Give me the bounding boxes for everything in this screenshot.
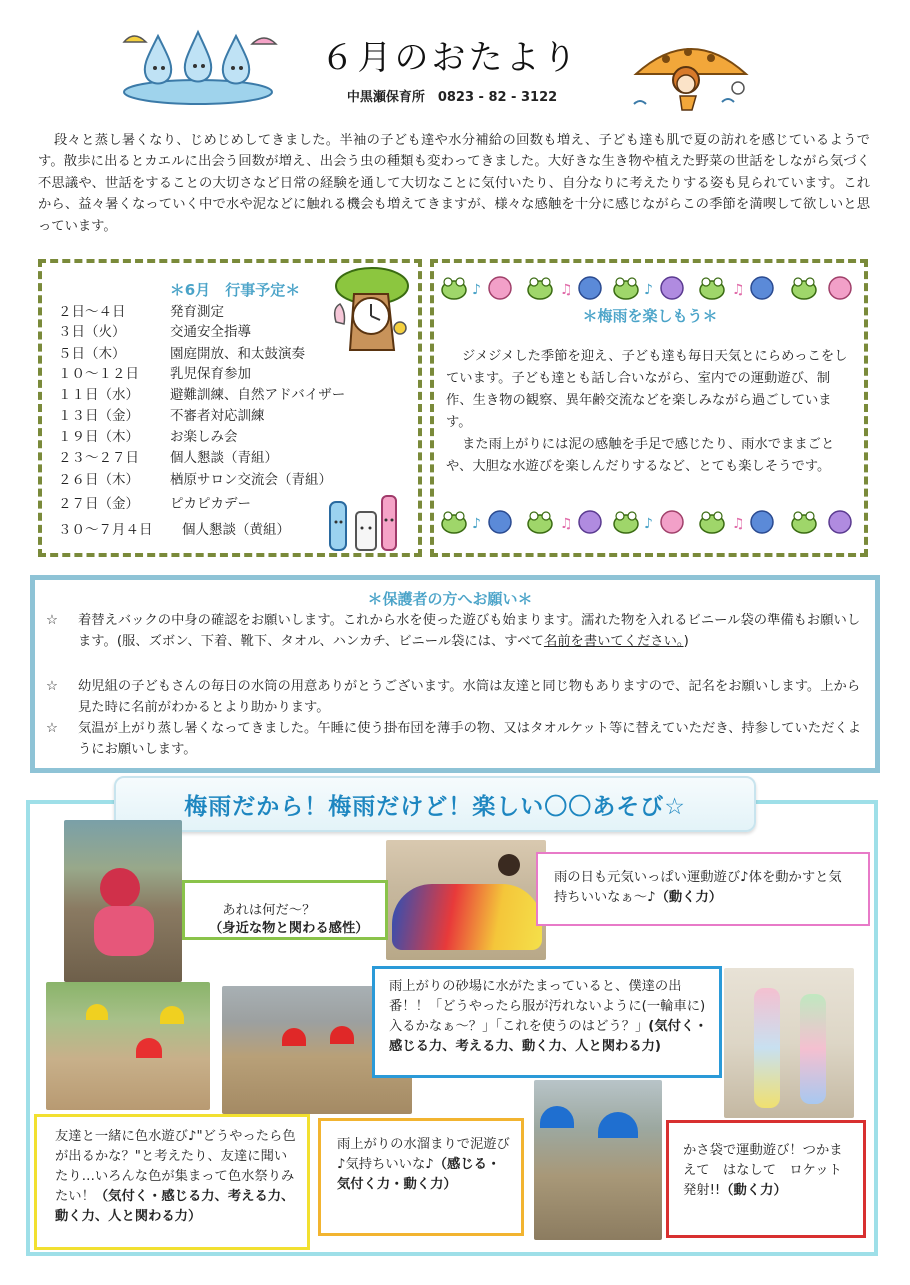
event-row: ５日（木） 園庭開放、和太鼓演奏 [58,346,305,362]
speech-bubble-what-is-that: あれは何だ～？ （身近な物と関わる感性） [182,880,388,940]
star-icon: ☆ [46,613,58,628]
star-icon: ☆ [46,721,58,736]
event-row: １３日（金） 不審者対応訓練 [58,408,265,424]
event-row: ３０～７月４日 個人懇談（黄組） [58,522,290,538]
photo-colored-water [46,982,210,1110]
event-row: １９日（木） お楽しみ会 [58,429,238,445]
svg-text:♫: ♫ [732,516,745,532]
rainy-paragraph-2: また雨上がりには泥の感触を手足で感じたり、雨水でままごとや、大胆な水遊びを楽しんだりするなど、とても楽しそうです。 [446,437,835,474]
svg-text:♪: ♪ [472,516,481,532]
toothbrush-characters-icon [322,492,412,554]
clock-tree-icon [330,264,412,354]
speech-bubble-mud-puddle: 雨上がりの水溜まりで泥遊び♪気持ちいいな♪（感じる・気付く力・動く力） [318,1118,524,1236]
event-row: ３日（火） 交通安全指導 [58,324,251,340]
raindrop-characters-illustration [118,26,278,106]
event-row: １１日（水） 避難訓練、自然アドバイザー [58,387,346,403]
speech-bubble-colored-water: 友達と一緒に色水遊び♪"どうやったら色が出るかな？"と考えたり、友達に聞いたり…いろんな色が集まって色水祭りみたい！（気付く・感じる力、考える力、動く力、人と関わる力） [34,1114,310,1250]
svg-text:♪: ♪ [472,282,481,298]
event-row: ２日～４日 発育測定 [58,304,224,320]
request-item: ☆ 気温が上がり蒸し暑くなってきました。午睡に使う掛布団を薄手の物、又はタオルケット等に替えていただき、持参していただくようにお願いします。 [46,718,868,760]
page-title: ６月のおたより [320,38,580,78]
events-title: ＊6月 行事予定＊ [169,281,301,299]
event-row: ２３～２７日 個人懇談（青組） [58,450,278,466]
play-banner-title: 梅雨だから！梅雨だけど！楽しい〇〇あそび☆ [184,794,686,820]
photo-sandbox-child [64,820,182,982]
umbrella-girl-illustration [626,34,756,114]
svg-text:♫: ♫ [732,282,745,298]
speech-bubble-indoor-exercise: 雨の日も元気いっぱい運動遊び♪体を動かすと気持ちいいなぁ～♪（動く力） [536,852,870,926]
star-icon: ☆ [46,679,58,694]
speech-bubble-sandbox-water: 雨上がりの砂場に水がたまっていると、僕達の出番！！「どうやったら服が汚れないように(一輪車に) 入るかなぁ～？」「これを使うのはどう？」(気付く・感じる力、考える力、動く力、人と関わる力) [372,966,722,1078]
photo-umbrella-bag-rocket [724,968,854,1118]
intro-paragraph: 段々と蒸し暑くなり、じめじめしてきました。半袖の子ども達や水分補給の回数も増え、子ども達も肌で夏の訪れを感じているようです。散歩に出るとカエルに出会う回数が増え、出会う虫の種類も変わってきました。大好きな生き物や植えた野菜の世話をしながら気づく不思議や、世話をすることの大切さなど日常の経験を通して大切なことに気付いたり、自分なりに考えたりする姿も見られています。これから、益々暑くなっていく中で水や泥などに触れる機会も増えてきますが、様々な感触を十分に感じながらこの季節を満喫して欲しいと思っています。 [38,133,870,234]
frog-hydrangea-border-bottom-icon [440,506,860,538]
speech-bubble-umbrella-bag: かさ袋で運動遊び！つかまえて はなして ロケット発射!!（動く力） [666,1120,866,1238]
event-row: １０～１２日 乳児保育参加 [58,366,251,382]
photo-sandbox-unicycle [534,1080,662,1240]
rainy-season-title: ＊梅雨を楽しもう＊ [582,307,718,325]
svg-text:♪: ♪ [644,516,653,532]
rainy-season-text [446,346,850,478]
rainy-paragraph-1: ジメジメした季節を迎え、子ども達も毎日天気とにらめっこをしています。子ども達とも話し合いながら、室内での運動遊び、制作、生き物の観察、異年齢交流などを楽しみながら過ごしています。 [446,349,848,430]
request-item: ☆ 着替えバックの中身の確認をお願いします。これから水を使った遊びも始まります。濡れた物を入れるビニール袋の準備もお願いします。(服、ズボン、下着、靴下、タオル、ハンカチ、ビニール袋には、すべて名前を書いてください。) [46,610,868,652]
photo-indoor-parachute [386,840,546,960]
svg-text:♫: ♫ [560,282,573,298]
svg-text:♫: ♫ [560,516,573,532]
event-row: ２６日（木） 楢原サロン交流会（青組） [58,472,332,488]
frog-hydrangea-border-top-icon [440,272,860,304]
parent-request-title: ＊保護者の方へお願い＊ [367,590,533,608]
request-item: ☆ 幼児組の子どもさんの毎日の水筒の用意ありがとうございます。水筒は友達と同じ物もありますので、記名をお願いします。上から見た時に名前がわかるとより助かります。 [46,676,868,718]
svg-text:♪: ♪ [644,282,653,298]
school-contact: 中黒瀬保育所 0823 - 82 - 3122 [346,90,558,105]
event-row: ２７日（金） ピカピカデー [58,496,251,512]
